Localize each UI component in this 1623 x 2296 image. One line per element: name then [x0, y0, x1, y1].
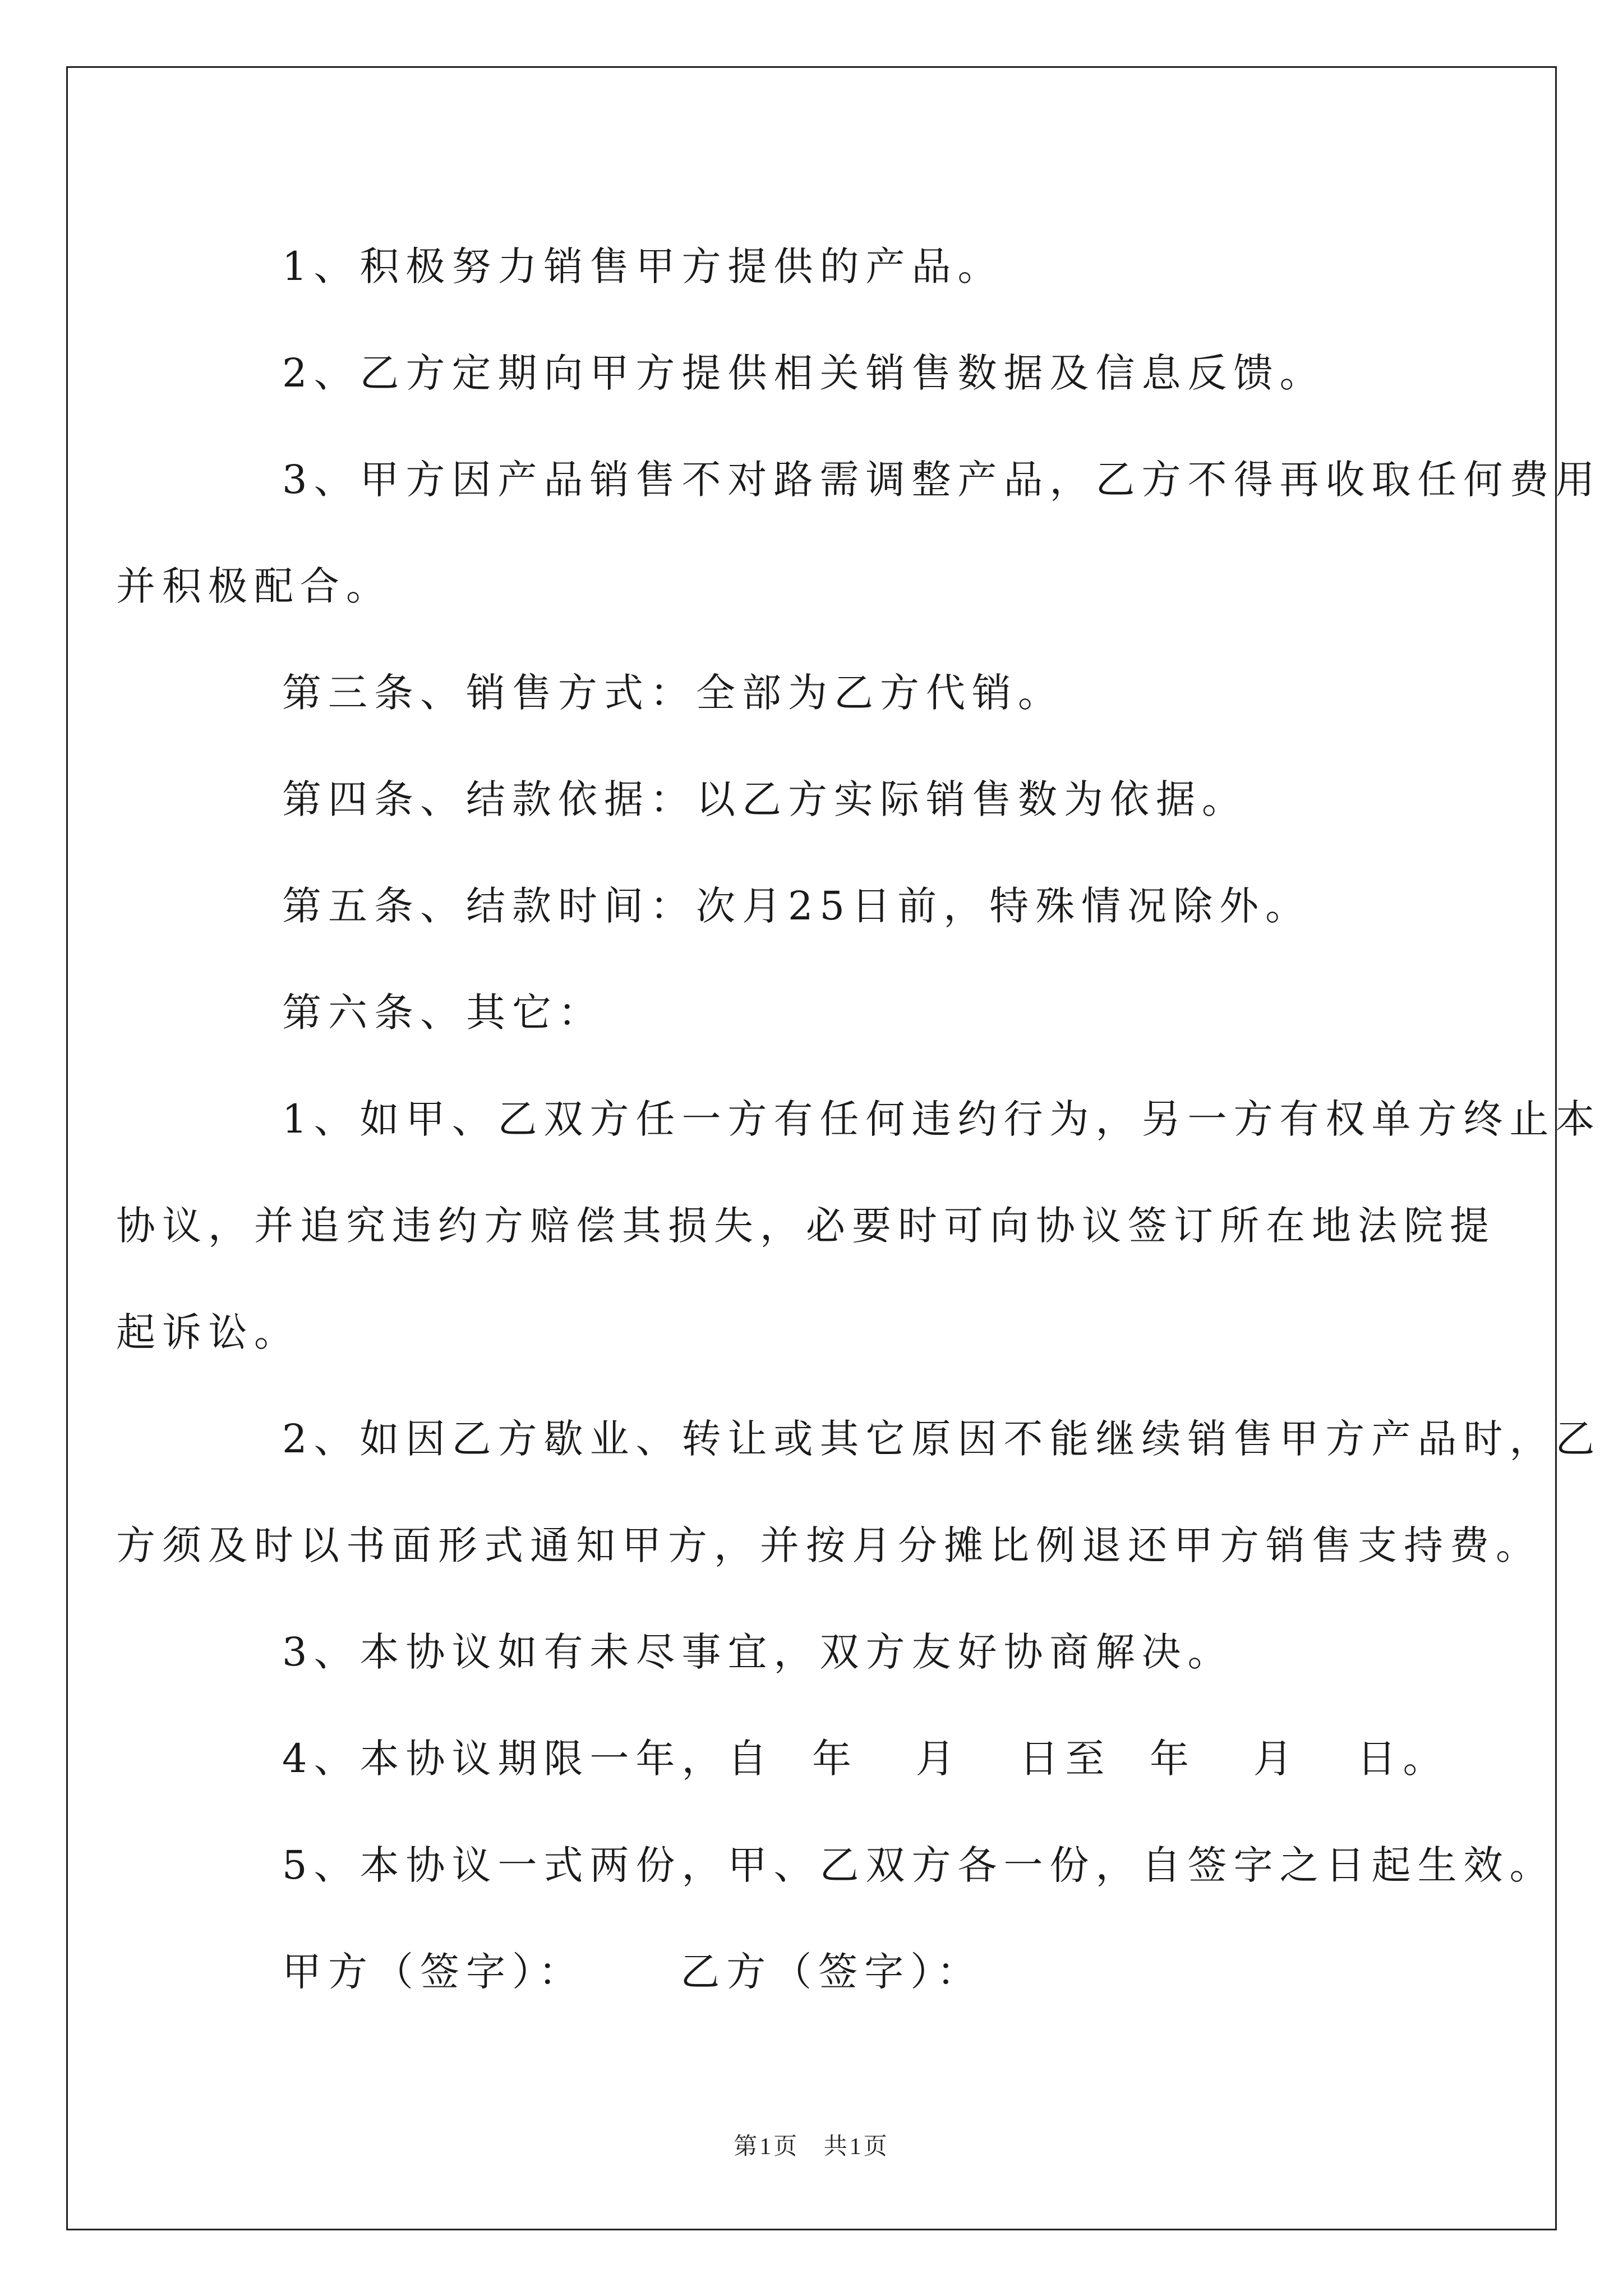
- article-6-clause-4: 4、本协议期限一年，自 年 月 日至 年 月 日。: [282, 1736, 1449, 1782]
- signature-line: 甲方（签字）： 乙方（签字）：: [282, 1949, 983, 1995]
- clause-2: 2、乙方定期向甲方提供相关销售数据及信息反馈。: [282, 350, 1326, 396]
- article-6-clause-2: 2、如因乙方歇业、转让或其它原因不能继续销售甲方产品时，乙 方须及时以书面形式通知甲方，并按月分摊比例退还甲方销售支持费。: [116, 1416, 1602, 1568]
- article-6-clause-1: 1、如甲、乙双方任一方有任何违约行为，另一方有权单方终止本 协议，并追究违约方赔偿其损失，必要时可向协议签订所在地法院提 起诉讼。: [116, 1096, 1602, 1355]
- page-number-footer: 第1页 共1页: [734, 2134, 889, 2160]
- article-6-heading: 第六条、其它：: [282, 990, 604, 1036]
- article-3: 第三条、销售方式：全部为乙方代销。: [282, 670, 1064, 716]
- article-6-clause-3: 3、本协议如有未尽事宜，双方友好协商解决。: [282, 1629, 1234, 1675]
- clause-3: 3、甲方因产品销售不对路需调整产品，乙方不得再收取任何费用 并积极配合。: [116, 457, 1602, 609]
- article-6-clause-5: 5、本协议一式两份，甲、乙双方各一份，自签字之日起生效。: [282, 1842, 1556, 1888]
- article-5: 第五条、结款时间：次月25日前，特殊情况除外。: [282, 883, 1312, 929]
- clause-1: 1、积极努力销售甲方提供的产品。: [282, 243, 1004, 289]
- article-4: 第四条、结款依据：以乙方实际销售数为依据。: [282, 776, 1248, 822]
- document-body: [116, 213, 1602, 2025]
